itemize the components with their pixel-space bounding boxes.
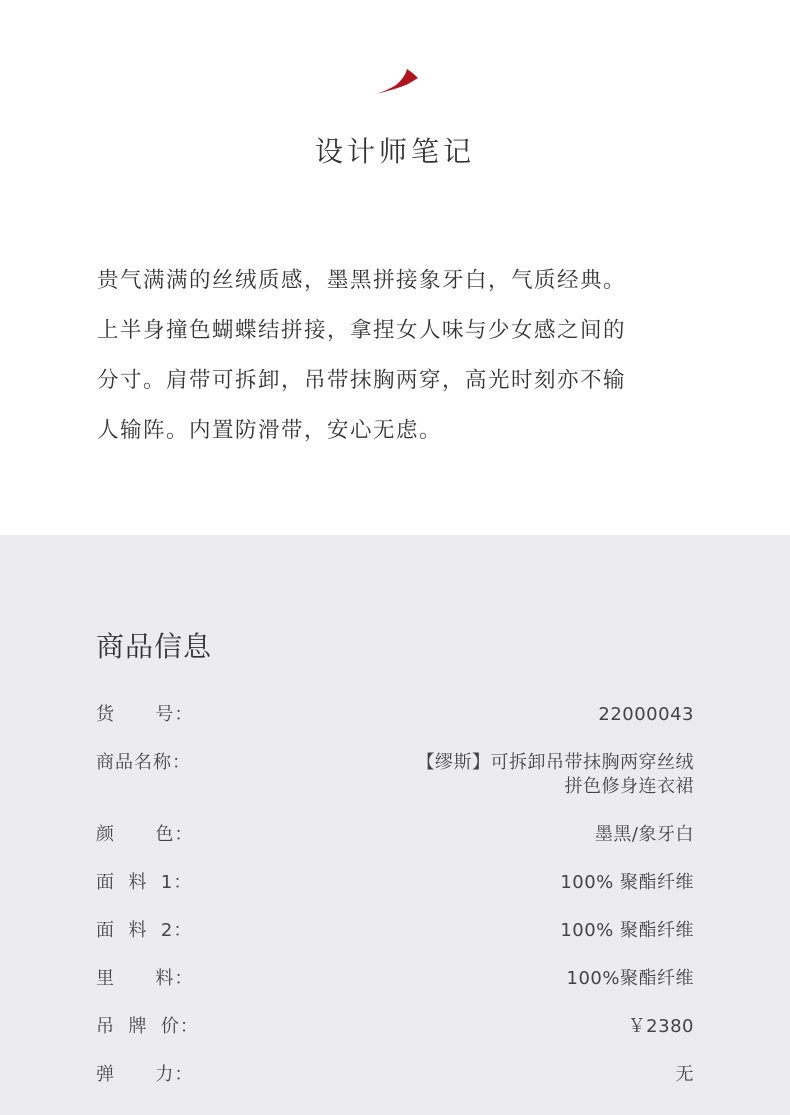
- designer-notes-section: [0, 0, 790, 535]
- spec-label: 商品名称：: [96, 752, 191, 773]
- designer-notes-text: [97, 256, 697, 456]
- designer-notes-line: 人输阵。内置防滑带，安心无虑。: [97, 418, 443, 443]
- spec-value: 【缪斯】可拆卸吊带抹胸两穿丝绒 拼色修身连衣裙: [416, 752, 694, 797]
- spec-label: 弹 力：: [96, 1064, 194, 1085]
- spec-value: 100% 聚酯纤维: [560, 872, 694, 893]
- spec-value: 墨黑/象牙白: [594, 824, 694, 845]
- designer-notes-line: 分寸。肩带可拆卸，吊带抹胸两穿，高光时刻亦不输: [97, 368, 627, 393]
- spec-value: 100%聚酯纤维: [566, 968, 694, 989]
- spec-label: 面 料 1：: [96, 872, 193, 893]
- designer-notes-line: 贵气满满的丝绒质感，墨黑拼接象牙白，气质经典。: [97, 268, 627, 293]
- red-brushstroke-logo-icon: [370, 66, 420, 98]
- spec-label: 面 料 2：: [96, 920, 193, 941]
- designer-notes-title: 设计师笔记: [314, 135, 475, 168]
- spec-label: 颜 色：: [96, 824, 194, 845]
- designer-notes-line: 上半身撞色蝴蝶结拼接，拿捏女人味与少女感之间的: [97, 318, 627, 343]
- spec-label: 货 号：: [96, 704, 194, 725]
- spec-label: 吊 牌 价：: [96, 1016, 199, 1037]
- product-info-section: [0, 535, 790, 1115]
- spec-value: ￥2380: [627, 1016, 694, 1037]
- spec-label: 里 料：: [96, 968, 194, 989]
- spec-value: 100% 聚酯纤维: [560, 920, 694, 941]
- product-info-title: 商品信息: [96, 630, 213, 663]
- spec-value: 无: [675, 1064, 694, 1085]
- spec-value: 22000043: [598, 704, 694, 725]
